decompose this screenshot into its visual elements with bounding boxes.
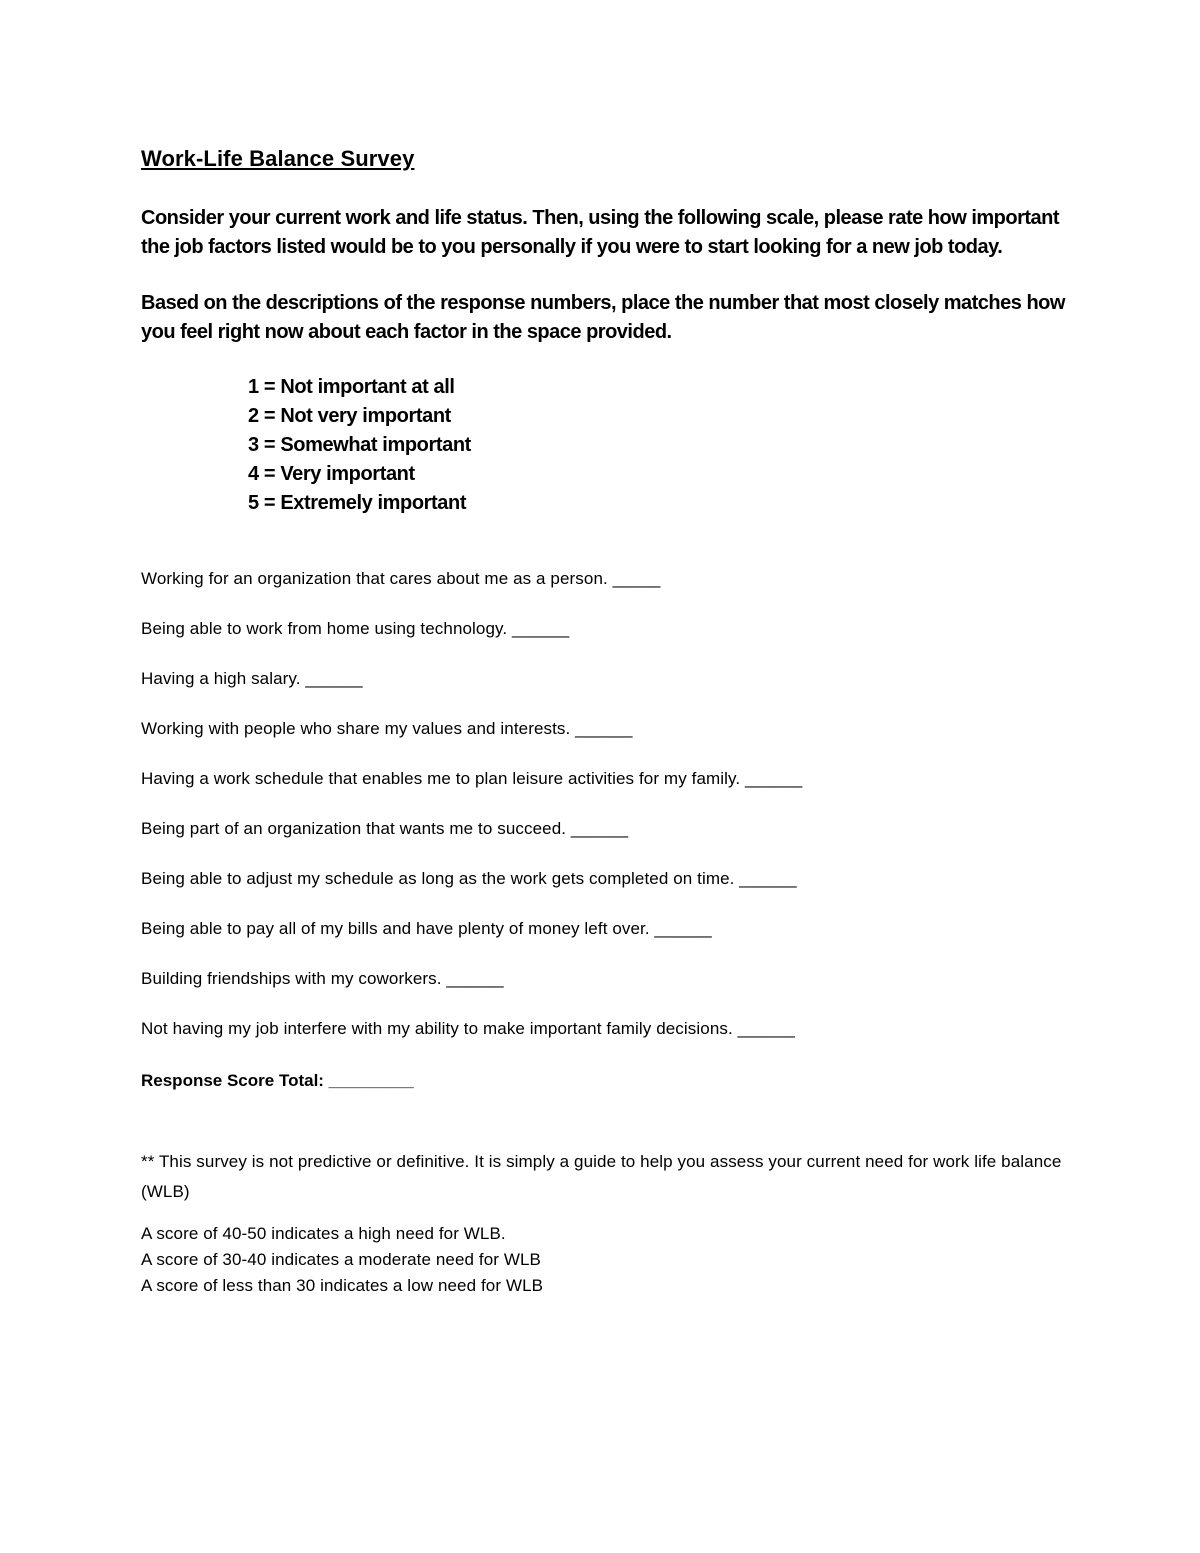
survey-item: Working with people who share my values and interests. ______ <box>141 719 633 738</box>
survey-item: Being able to adjust my schedule as long as the work gets completed on time. ______ <box>141 869 797 888</box>
scale-item: 4 = Very important <box>248 463 415 485</box>
survey-item: Not having my job interfere with my ability to make important family decisions. ______ <box>141 1019 795 1038</box>
scale-item: 1 = Not important at all <box>248 376 455 398</box>
document-title: Work-Life Balance Survey <box>141 146 415 171</box>
survey-item: Being able to pay all of my bills and have plenty of money left over. ______ <box>141 919 712 938</box>
survey-item: Building friendships with my coworkers. ______ <box>141 969 504 988</box>
scale-item: 5 = Extremely important <box>248 492 467 514</box>
score-guide <box>141 1221 1071 1299</box>
survey-item: Being able to work from home using technology. ______ <box>141 619 570 638</box>
scale-item: 2 = Not very important <box>248 405 451 427</box>
instructions-paragraph: Consider your current work and life status. Then, using the following scale, please rate how important the job factors listed would be to you personally if you were to start looking for a new job today. <box>141 207 1060 258</box>
rating-scale <box>248 373 1071 518</box>
survey-item: Having a work schedule that enables me to plan leisure activities for my family. ______ <box>141 769 803 788</box>
document-content <box>141 144 1071 1299</box>
survey-item: Being part of an organization that wants me to succeed. ______ <box>141 819 629 838</box>
score-guide-item: A score of less than 30 indicates a low need for WLB <box>141 1276 544 1295</box>
response-score-total: Response Score Total: _________ <box>141 1071 414 1090</box>
instructions-paragraph: Based on the descriptions of the response numbers, place the number that most closely matches how you feel right now about each factor in the space provided. <box>141 292 1065 343</box>
score-guide-item: A score of 40-50 indicates a high need for WLB. <box>141 1224 506 1243</box>
survey-disclaimer: ** This survey is not predictive or definitive. It is simply a guide to help you assess your current need for work life balance (WLB) <box>141 1152 1062 1201</box>
survey-item: Working for an organization that cares about me as a person. _____ <box>141 569 661 588</box>
scale-item: 3 = Somewhat important <box>248 434 471 456</box>
survey-items <box>141 567 1071 1067</box>
score-guide-item: A score of 30-40 indicates a moderate need for WLB <box>141 1250 542 1269</box>
survey-item: Having a high salary. ______ <box>141 669 363 688</box>
